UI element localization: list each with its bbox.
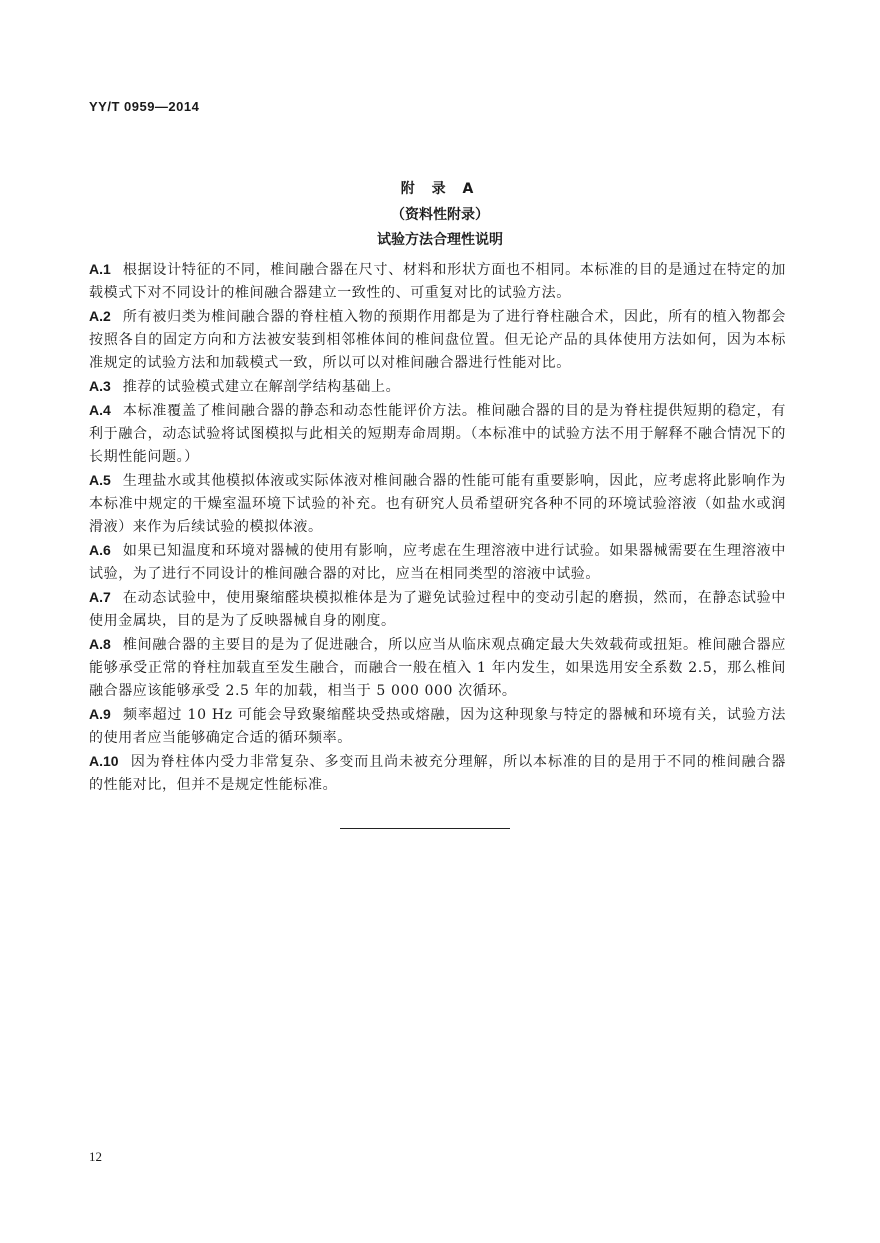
clause-number: A.9 — [89, 706, 111, 722]
appendix-subtitle: 试验方法合理性说明 — [377, 232, 503, 248]
clause-a3 — [89, 375, 786, 399]
clause-a1 — [89, 258, 786, 305]
clause-text: 频率超过 10 Hz 可能会导致聚缩醛块受热或熔融，因为这种现象与特定的器械和环境有关，试验方法的使用者应当能够确定合适的循环频率。 — [89, 707, 786, 746]
clause-a5 — [89, 469, 786, 539]
clause-number: A.8 — [89, 636, 111, 652]
clause-a6 — [89, 539, 786, 586]
page-number: 12 — [89, 1149, 102, 1164]
clause-a4 — [89, 399, 786, 469]
clause-a2 — [89, 305, 786, 375]
appendix-title: 附 录 A — [400, 181, 480, 197]
clause-text: 因为脊柱体内受力非常复杂、多变而且尚未被充分理解，所以本标准的目的是用于不同的椎间融合器的性能对比，但并不是规定性能标准。 — [89, 754, 786, 793]
clause-text: 根据设计特征的不同，椎间融合器在尺寸、材料和形状方面也不相同。本标准的目的是通过在特定的加载模式下对不同设计的椎间融合器建立一致性的、可重复对比的试验方法。 — [89, 262, 786, 301]
clause-a9 — [89, 703, 786, 750]
standard-code: YY/T 0959—2014 — [89, 99, 200, 114]
clause-number: A.7 — [89, 589, 111, 605]
clause-text: 椎间融合器的主要目的是为了促进融合，所以应当从临床观点确定最大失效载荷或扭矩。椎间融合器应能够承受正常的脊柱加载直至发生融合，而融合一般在植入 1 年内发生，如果选用安全系数 2.5，那么椎间融合器应该能够承受 2.5 年的加载，相当于 5 000 000 次循环。 — [89, 637, 786, 699]
end-rule — [340, 828, 510, 829]
clause-number: A.1 — [89, 261, 111, 277]
clause-text: 在动态试验中，使用聚缩醛块模拟椎体是为了避免试验过程中的变动引起的磨损，然而，在静态试验中使用金属块，目的是为了反映器械自身的刚度。 — [89, 590, 786, 629]
clause-text: 所有被归类为椎间融合器的脊柱植入物的预期作用都是为了进行脊柱融合术，因此，所有的植入物都会按照各自的固定方向和方法被安装到相邻椎体间的椎间盘位置。但无论产品的具体使用方法如何，因为本标准规定的试验方法和加载模式一致，所以可以对椎间融合器进行性能对比。 — [89, 309, 786, 371]
clause-text: 如果已知温度和环境对器械的使用有影响，应考虑在生理溶液中进行试验。如果器械需要在生理溶液中试验，为了进行不同设计的椎间融合器的对比，应当在相同类型的溶液中试验。 — [89, 543, 786, 582]
clause-a7 — [89, 586, 786, 633]
clause-number: A.5 — [89, 472, 111, 488]
clause-text: 生理盐水或其他模拟体液或实际体液对椎间融合器的性能可能有重要影响，因此，应考虑将此影响作为本标准中规定的干燥室温环境下试验的补充。也有研究人员希望研究各种不同的环境试验溶液（如盐水或润滑液）来作为后续试验的模拟体液。 — [89, 473, 786, 535]
clause-a8 — [89, 633, 786, 703]
clause-number: A.2 — [89, 308, 111, 324]
clause-number: A.6 — [89, 542, 111, 558]
clause-number: A.4 — [89, 402, 111, 418]
appendix-type: （资料性附录） — [391, 207, 489, 223]
clause-a10 — [89, 750, 786, 797]
clause-list — [89, 258, 786, 797]
clause-number: A.10 — [89, 753, 119, 769]
clause-text: 本标准覆盖了椎间融合器的静态和动态性能评价方法。椎间融合器的目的是为脊柱提供短期的稳定，有利于融合，动态试验将试图模拟与此相关的短期寿命周期。（本标准中的试验方法不用于解释不融合情况下的长期性能问题。） — [89, 403, 786, 465]
clause-number: A.3 — [89, 378, 111, 394]
clause-text: 推荐的试验模式建立在解剖学结构基础上。 — [122, 379, 401, 395]
